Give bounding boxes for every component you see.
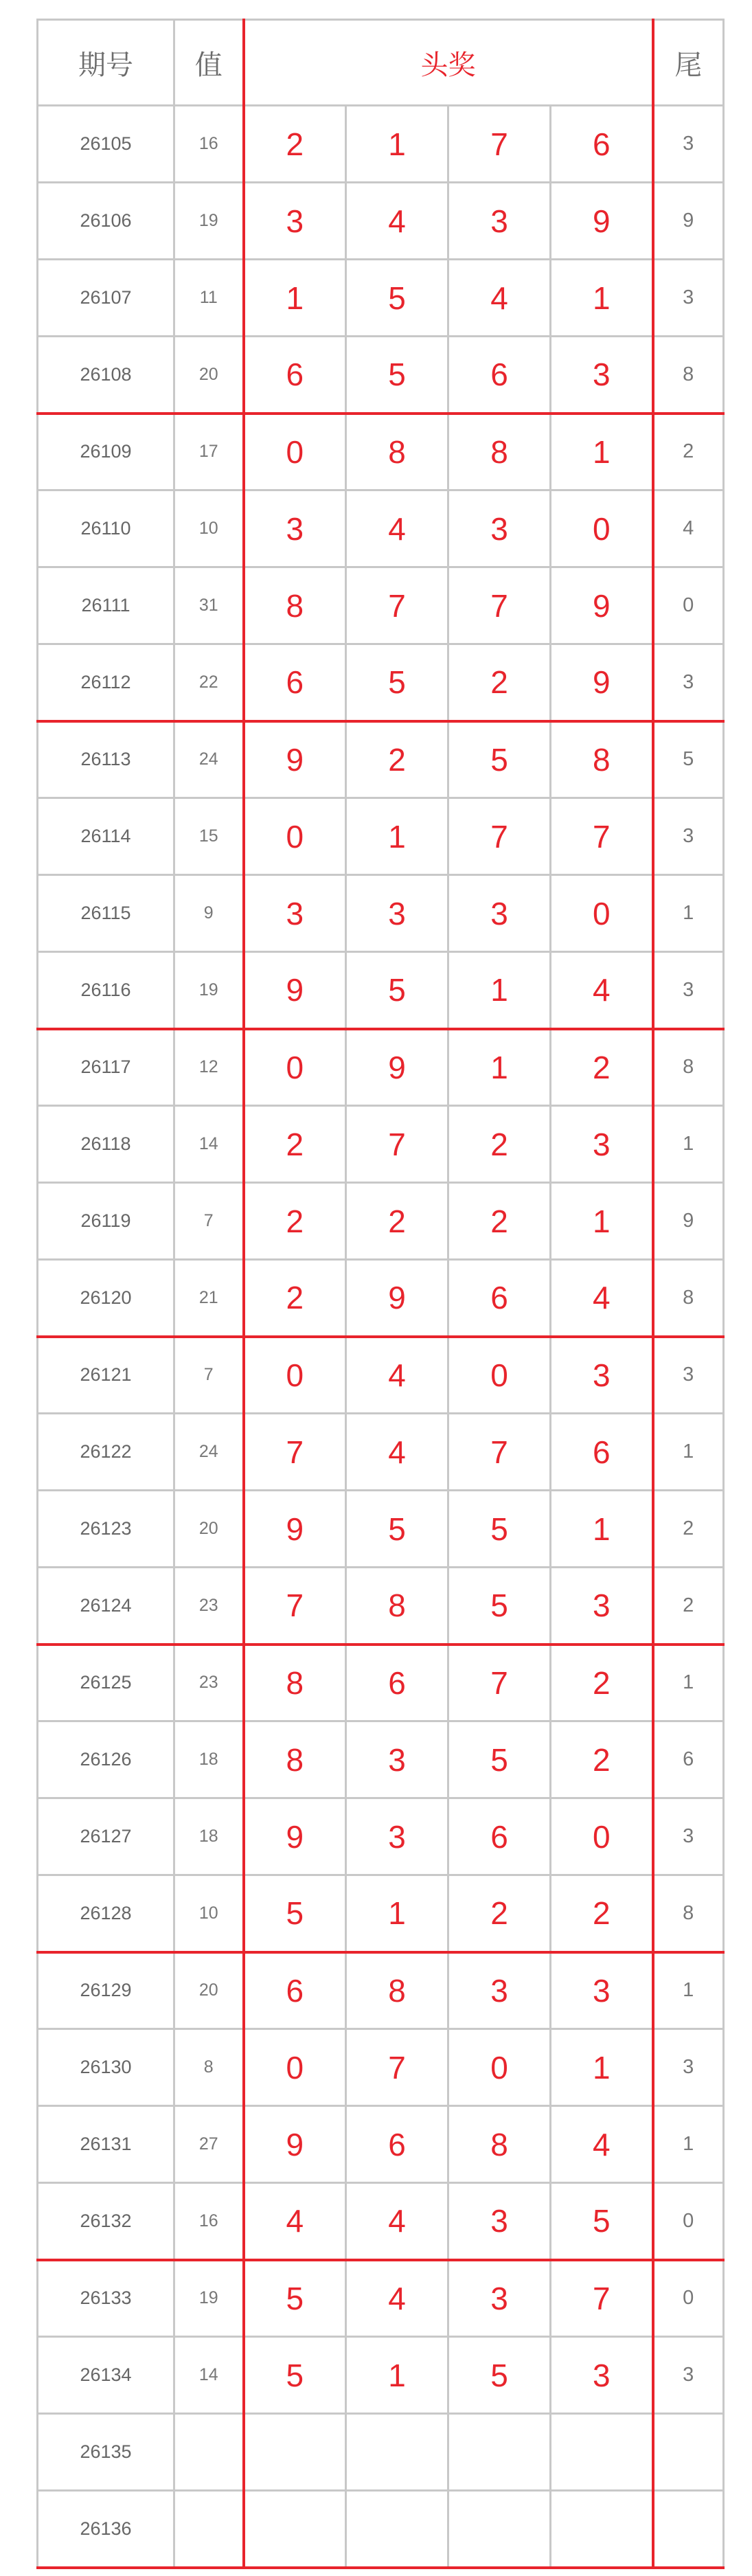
prize-digit-2: 2: [346, 721, 448, 798]
prize-digit-1: 2: [244, 1183, 346, 1260]
sum-cell: 19: [174, 183, 244, 260]
table-row: [38, 2183, 724, 2260]
tail-cell: 9: [653, 183, 724, 260]
issue-cell: 26105: [38, 106, 174, 183]
prize-digit-4: [551, 2414, 653, 2491]
prize-digit-3: 7: [448, 106, 551, 183]
tail-cell: 3: [653, 1798, 724, 1875]
issue-cell: 26111: [38, 567, 174, 644]
issue-cell: 26116: [38, 952, 174, 1029]
prize-digit-1: 2: [244, 1260, 346, 1337]
issue-cell: 26122: [38, 1414, 174, 1491]
header-prize: 头奖: [244, 20, 653, 106]
sum-cell: 8: [174, 2029, 244, 2106]
prize-digit-2: 1: [346, 1875, 448, 1952]
prize-digit-4: 3: [551, 1337, 653, 1414]
table-row: [38, 106, 724, 183]
issue-cell: 26130: [38, 2029, 174, 2106]
prize-digit-3: 3: [448, 875, 551, 952]
prize-digit-1: [244, 2491, 346, 2568]
prize-digit-2: 6: [346, 1645, 448, 1721]
prize-digit-2: 7: [346, 2029, 448, 2106]
prize-digit-3: 2: [448, 1106, 551, 1183]
tail-cell: 0: [653, 2183, 724, 2260]
prize-digit-3: 6: [448, 1798, 551, 1875]
table-row: [38, 1875, 724, 1952]
prize-digit-1: 0: [244, 2029, 346, 2106]
tail-cell: 1: [653, 1414, 724, 1491]
prize-digit-3: [448, 2491, 551, 2568]
prize-digit-3: 5: [448, 2337, 551, 2414]
prize-digit-2: 8: [346, 1952, 448, 2029]
prize-digit-3: 1: [448, 952, 551, 1029]
prize-digit-3: 2: [448, 1875, 551, 1952]
prize-digit-2: 3: [346, 1721, 448, 1798]
prize-digit-3: 5: [448, 1721, 551, 1798]
table-row: [38, 1106, 724, 1183]
prize-digit-4: [551, 2491, 653, 2568]
issue-cell: 26131: [38, 2106, 174, 2183]
prize-digit-2: 2: [346, 1183, 448, 1260]
tail-cell: 8: [653, 337, 724, 414]
tail-cell: 8: [653, 1029, 724, 1106]
issue-cell: 26110: [38, 490, 174, 567]
prize-digit-4: 9: [551, 567, 653, 644]
prize-digit-3: 3: [448, 2183, 551, 2260]
prize-digit-3: 5: [448, 721, 551, 798]
issue-cell: 26123: [38, 1491, 174, 1568]
tail-cell: 2: [653, 1491, 724, 1568]
prize-digit-2: 5: [346, 337, 448, 414]
table-row: [38, 260, 724, 337]
prize-digit-3: 8: [448, 414, 551, 490]
sum-cell: 27: [174, 2106, 244, 2183]
table-row: [38, 644, 724, 721]
prize-digit-2: 9: [346, 1029, 448, 1106]
sum-cell: 20: [174, 1491, 244, 1568]
table-row: [38, 952, 724, 1029]
prize-digit-2: 1: [346, 106, 448, 183]
tail-cell: 8: [653, 1875, 724, 1952]
prize-digit-4: 9: [551, 183, 653, 260]
prize-digit-1: 7: [244, 1568, 346, 1645]
tail-cell: 1: [653, 2106, 724, 2183]
prize-digit-4: 1: [551, 1491, 653, 1568]
prize-digit-2: 4: [346, 183, 448, 260]
issue-cell: 26117: [38, 1029, 174, 1106]
sum-cell: 18: [174, 1798, 244, 1875]
prize-digit-2: 5: [346, 1491, 448, 1568]
prize-digit-4: 0: [551, 1798, 653, 1875]
prize-digit-1: 0: [244, 798, 346, 875]
tail-cell: 9: [653, 1183, 724, 1260]
table-row: [38, 1798, 724, 1875]
issue-cell: 26112: [38, 644, 174, 721]
prize-digit-1: 6: [244, 644, 346, 721]
issue-cell: 26128: [38, 1875, 174, 1952]
tail-cell: 3: [653, 106, 724, 183]
prize-digit-4: 3: [551, 1952, 653, 2029]
tail-cell: 2: [653, 1568, 724, 1645]
prize-digit-4: 6: [551, 1414, 653, 1491]
tail-cell: 8: [653, 1260, 724, 1337]
tail-cell: 0: [653, 2260, 724, 2337]
prize-digit-3: 7: [448, 798, 551, 875]
prize-digit-4: 3: [551, 1568, 653, 1645]
prize-digit-2: 8: [346, 414, 448, 490]
table-row: [38, 1414, 724, 1491]
table-row: [38, 414, 724, 490]
tail-cell: 3: [653, 952, 724, 1029]
prize-digit-3: 7: [448, 567, 551, 644]
table-row: [38, 1721, 724, 1798]
issue-cell: 26136: [38, 2491, 174, 2568]
prize-digit-1: 6: [244, 1952, 346, 2029]
tail-cell: 1: [653, 1645, 724, 1721]
prize-digit-2: 5: [346, 952, 448, 1029]
issue-cell: 26118: [38, 1106, 174, 1183]
table-row: [38, 490, 724, 567]
prize-digit-1: 0: [244, 1337, 346, 1414]
sum-cell: 23: [174, 1568, 244, 1645]
prize-digit-1: 9: [244, 952, 346, 1029]
sum-cell: 17: [174, 414, 244, 490]
sum-cell: 18: [174, 1721, 244, 1798]
prize-digit-3: 1: [448, 1029, 551, 1106]
table-row: [38, 875, 724, 952]
prize-digit-2: 3: [346, 1798, 448, 1875]
prize-digit-1: 5: [244, 2260, 346, 2337]
header-sum: 值: [174, 20, 244, 106]
table-row: [38, 1183, 724, 1260]
prize-digit-2: 9: [346, 1260, 448, 1337]
sum-cell: [174, 2414, 244, 2491]
prize-digit-3: 5: [448, 1568, 551, 1645]
tail-cell: 3: [653, 798, 724, 875]
table-row: [38, 567, 724, 644]
prize-digit-3: 0: [448, 2029, 551, 2106]
table-row: [38, 798, 724, 875]
prize-digit-4: 7: [551, 2260, 653, 2337]
issue-cell: 26119: [38, 1183, 174, 1260]
prize-digit-2: 7: [346, 567, 448, 644]
issue-cell: 26115: [38, 875, 174, 952]
prize-digit-2: 4: [346, 2183, 448, 2260]
prize-digit-3: 5: [448, 1491, 551, 1568]
prize-digit-4: 0: [551, 875, 653, 952]
header-issue: 期号: [38, 20, 174, 106]
issue-cell: 26132: [38, 2183, 174, 2260]
sum-cell: 24: [174, 721, 244, 798]
sum-cell: 7: [174, 1183, 244, 1260]
tail-cell: 1: [653, 875, 724, 952]
issue-cell: 26106: [38, 183, 174, 260]
prize-digit-2: [346, 2491, 448, 2568]
prize-digit-1: 4: [244, 2183, 346, 2260]
table-row: [38, 2029, 724, 2106]
prize-digit-3: 6: [448, 337, 551, 414]
prize-digit-3: 7: [448, 1414, 551, 1491]
prize-digit-1: 8: [244, 1645, 346, 1721]
prize-digit-3: 0: [448, 1337, 551, 1414]
issue-cell: 26133: [38, 2260, 174, 2337]
issue-cell: 26121: [38, 1337, 174, 1414]
table-row: [38, 1491, 724, 1568]
tail-cell: 6: [653, 1721, 724, 1798]
prize-digit-3: 7: [448, 1645, 551, 1721]
prize-digit-4: 1: [551, 1183, 653, 1260]
table-row: [38, 1337, 724, 1414]
prize-digit-1: 2: [244, 1106, 346, 1183]
prize-digit-4: 2: [551, 1721, 653, 1798]
prize-digit-1: 8: [244, 1721, 346, 1798]
sum-cell: 31: [174, 567, 244, 644]
issue-cell: 26134: [38, 2337, 174, 2414]
prize-digit-3: 4: [448, 260, 551, 337]
prize-digit-3: [448, 2414, 551, 2491]
tail-cell: 4: [653, 490, 724, 567]
prize-digit-1: 9: [244, 2106, 346, 2183]
prize-digit-3: 3: [448, 490, 551, 567]
prize-digit-1: 3: [244, 183, 346, 260]
issue-cell: 26114: [38, 798, 174, 875]
prize-digit-1: 5: [244, 1875, 346, 1952]
sum-cell: 16: [174, 106, 244, 183]
prize-digit-3: 6: [448, 1260, 551, 1337]
sum-cell: [174, 2491, 244, 2568]
sum-cell: 14: [174, 2337, 244, 2414]
prize-digit-2: 4: [346, 1414, 448, 1491]
table-row: [38, 1260, 724, 1337]
prize-digit-1: 6: [244, 337, 346, 414]
table-row: [38, 1029, 724, 1106]
issue-cell: 26108: [38, 337, 174, 414]
tail-cell: [653, 2414, 724, 2491]
prize-digit-1: 1: [244, 260, 346, 337]
table-row: [38, 721, 724, 798]
issue-cell: 26127: [38, 1798, 174, 1875]
prize-digit-4: 1: [551, 2029, 653, 2106]
table-row: [38, 2260, 724, 2337]
prize-digit-4: 4: [551, 952, 653, 1029]
sum-cell: 11: [174, 260, 244, 337]
sum-cell: 9: [174, 875, 244, 952]
tail-cell: 5: [653, 721, 724, 798]
prize-digit-1: [244, 2414, 346, 2491]
header-tail: 尾: [653, 20, 724, 106]
prize-digit-3: 3: [448, 2260, 551, 2337]
prize-digit-2: 4: [346, 2260, 448, 2337]
lottery-history-table: [36, 19, 725, 2569]
issue-cell: 26126: [38, 1721, 174, 1798]
prize-digit-2: 5: [346, 644, 448, 721]
sum-cell: 19: [174, 952, 244, 1029]
table-row: [38, 2106, 724, 2183]
issue-cell: 26107: [38, 260, 174, 337]
prize-digit-2: 3: [346, 875, 448, 952]
prize-digit-4: 3: [551, 2337, 653, 2414]
prize-digit-1: 9: [244, 721, 346, 798]
tail-cell: [653, 2491, 724, 2568]
table-body: [38, 106, 724, 2568]
tail-cell: 1: [653, 1952, 724, 2029]
prize-digit-2: 6: [346, 2106, 448, 2183]
prize-digit-4: 3: [551, 337, 653, 414]
prize-digit-4: 1: [551, 260, 653, 337]
tail-cell: 3: [653, 1337, 724, 1414]
table-row: [38, 183, 724, 260]
sum-cell: 24: [174, 1414, 244, 1491]
prize-digit-1: 0: [244, 414, 346, 490]
issue-cell: 26129: [38, 1952, 174, 2029]
prize-digit-2: 5: [346, 260, 448, 337]
table-row: [38, 2337, 724, 2414]
prize-digit-2: 7: [346, 1106, 448, 1183]
sum-cell: 21: [174, 1260, 244, 1337]
sum-cell: 20: [174, 337, 244, 414]
sum-cell: 22: [174, 644, 244, 721]
prize-digit-3: 2: [448, 644, 551, 721]
table-row: [38, 2491, 724, 2568]
prize-digit-2: 4: [346, 490, 448, 567]
issue-cell: 26135: [38, 2414, 174, 2491]
sum-cell: 7: [174, 1337, 244, 1414]
table-row: [38, 1568, 724, 1645]
issue-cell: 26113: [38, 721, 174, 798]
prize-digit-4: 2: [551, 1029, 653, 1106]
issue-cell: 26120: [38, 1260, 174, 1337]
tail-cell: 3: [653, 2029, 724, 2106]
prize-digit-4: 1: [551, 414, 653, 490]
sum-cell: 14: [174, 1106, 244, 1183]
prize-digit-1: 2: [244, 106, 346, 183]
tail-cell: 2: [653, 414, 724, 490]
tail-cell: 3: [653, 644, 724, 721]
prize-digit-2: 4: [346, 1337, 448, 1414]
table-row: [38, 1952, 724, 2029]
prize-digit-2: [346, 2414, 448, 2491]
issue-cell: 26125: [38, 1645, 174, 1721]
sum-cell: 15: [174, 798, 244, 875]
prize-digit-2: 1: [346, 798, 448, 875]
prize-digit-1: 5: [244, 2337, 346, 2414]
tail-cell: 0: [653, 567, 724, 644]
sum-cell: 16: [174, 2183, 244, 2260]
prize-digit-1: 7: [244, 1414, 346, 1491]
prize-digit-4: 0: [551, 490, 653, 567]
table-row: [38, 1645, 724, 1721]
prize-digit-4: 6: [551, 106, 653, 183]
header-row: [38, 20, 724, 106]
prize-digit-4: 8: [551, 721, 653, 798]
tail-cell: 3: [653, 260, 724, 337]
prize-digit-2: 8: [346, 1568, 448, 1645]
prize-digit-1: 3: [244, 490, 346, 567]
sum-cell: 10: [174, 490, 244, 567]
prize-digit-1: 9: [244, 1491, 346, 1568]
prize-digit-4: 9: [551, 644, 653, 721]
prize-digit-4: 4: [551, 2106, 653, 2183]
prize-digit-3: 2: [448, 1183, 551, 1260]
sum-cell: 12: [174, 1029, 244, 1106]
tail-cell: 3: [653, 2337, 724, 2414]
issue-cell: 26124: [38, 1568, 174, 1645]
sum-cell: 10: [174, 1875, 244, 1952]
table-row: [38, 2414, 724, 2491]
prize-digit-4: 2: [551, 1875, 653, 1952]
prize-digit-3: 3: [448, 1952, 551, 2029]
prize-digit-3: 3: [448, 183, 551, 260]
prize-digit-4: 7: [551, 798, 653, 875]
prize-digit-4: 3: [551, 1106, 653, 1183]
prize-digit-1: 8: [244, 567, 346, 644]
prize-digit-1: 3: [244, 875, 346, 952]
table-row: [38, 337, 724, 414]
sum-cell: 23: [174, 1645, 244, 1721]
prize-digit-4: 4: [551, 1260, 653, 1337]
prize-digit-4: 2: [551, 1645, 653, 1721]
sum-cell: 19: [174, 2260, 244, 2337]
prize-digit-4: 5: [551, 2183, 653, 2260]
prize-digit-3: 8: [448, 2106, 551, 2183]
sum-cell: 20: [174, 1952, 244, 2029]
prize-digit-1: 9: [244, 1798, 346, 1875]
tail-cell: 1: [653, 1106, 724, 1183]
prize-digit-1: 0: [244, 1029, 346, 1106]
issue-cell: 26109: [38, 414, 174, 490]
prize-digit-2: 1: [346, 2337, 448, 2414]
